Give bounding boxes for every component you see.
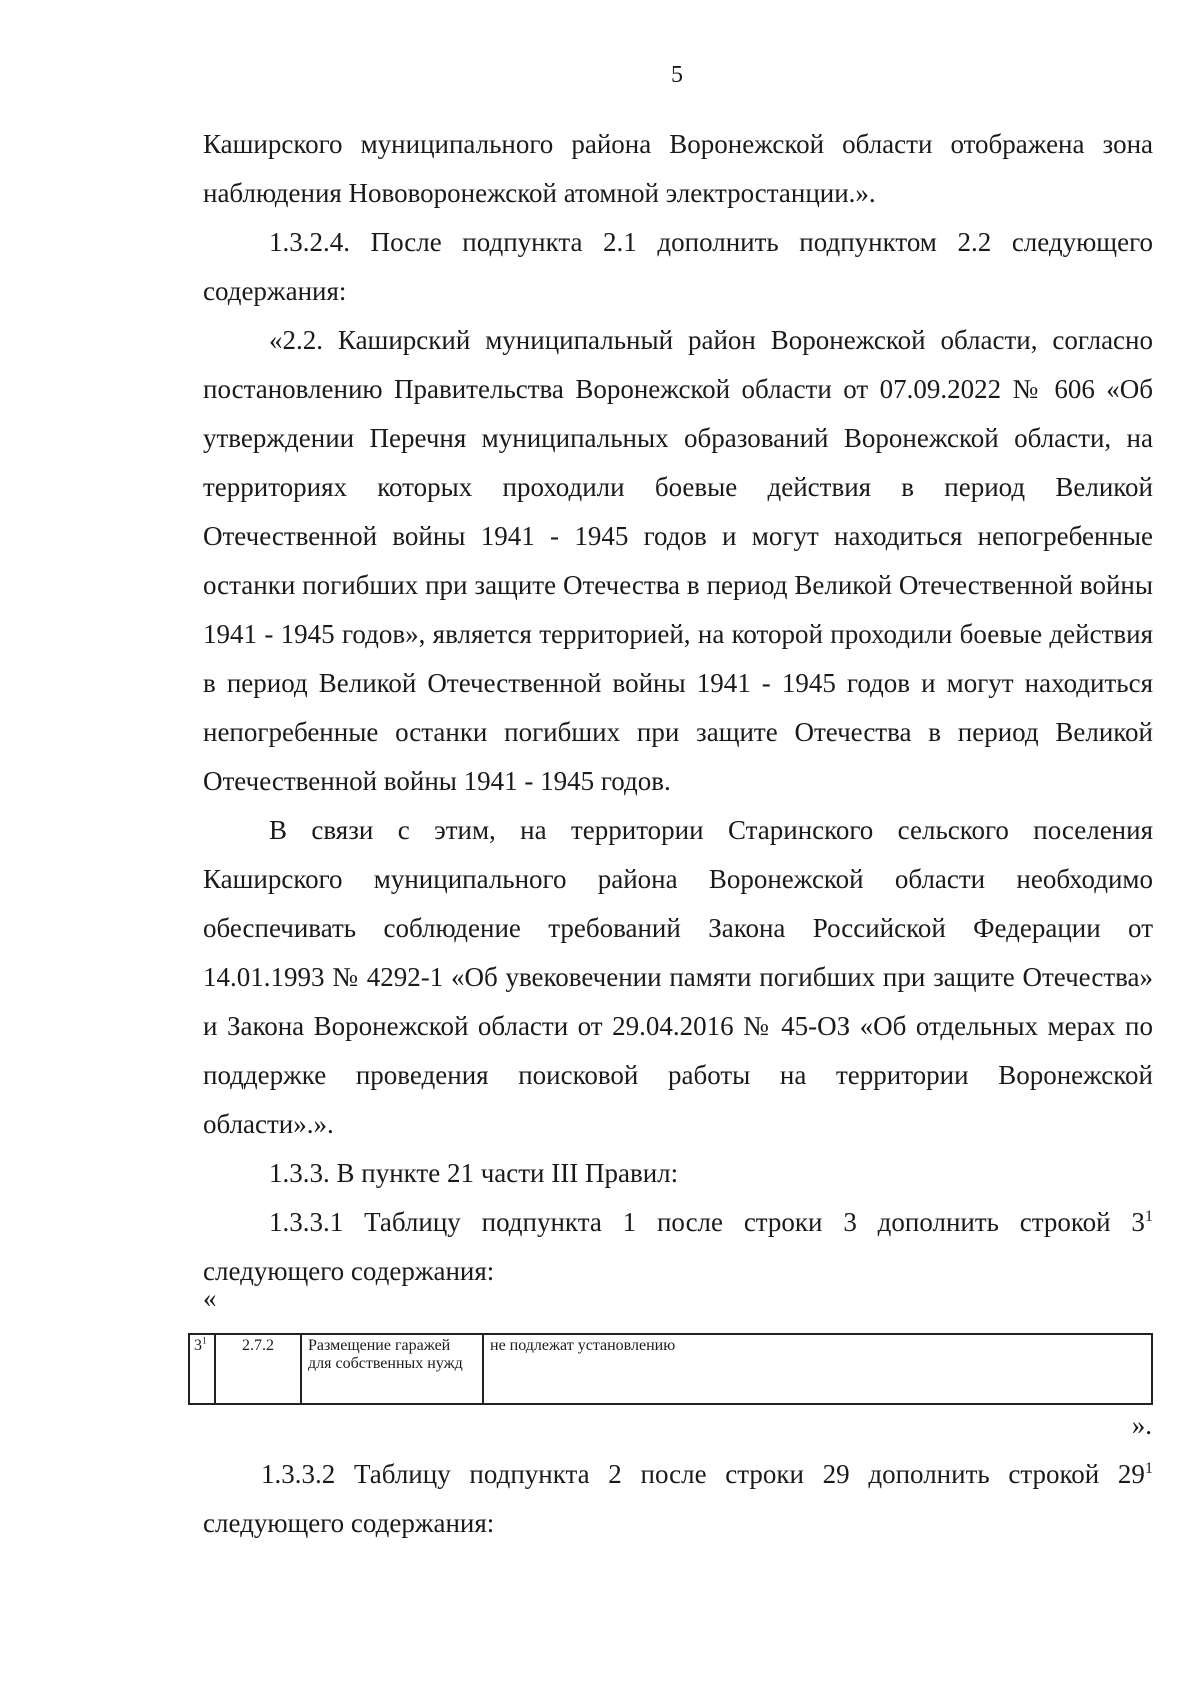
paragraph-1-3-2-4: 1.3.2.4. После подпункта 2.1 дополнить подпунктом 2.2 следующего содержания: [203, 227, 1153, 306]
superscript: 1 [1144, 1207, 1153, 1225]
paragraph-1-3-3-1-text: 1.3.3.1 Таблицу подпункта 1 после строки 3 дополнить строкой 3 [269, 1207, 1145, 1237]
paragraph-in-connection: В связи с этим, на территории Старинского сельского поселения Каширского муниципального района Воронежской области необходимо обеспечивать соблюдение требований Закона Российской Федерации от 14.01.1993 № 4292-1 «Об увековечении памяти погибших при защите Отечества» и Закона Воронежской области от 29.04.2016 № 45-ОЗ «Об отдельных мерах по поддержке проведения поисковой работы на территории Воронежской области».». [203, 815, 1153, 1139]
paragraph-1-3-3-2-tail: следующего содержания: [203, 1508, 495, 1538]
paragraph-1-3-3: 1.3.3. В пункте 21 части III Правил: [269, 1158, 679, 1188]
paragraph-continuation: Каширского муниципального района Воронежской области отображена зона наблюдения Нововоронежской атомной электростанции.». [203, 129, 1153, 208]
row-number: 3 [194, 1337, 202, 1354]
table-cell-value: не подлежат установлению [483, 1334, 1152, 1404]
document-body-lower [203, 1450, 1153, 1548]
table-cell-code: 2.7.2 [215, 1334, 301, 1404]
paragraph-1-3-3-2-text: 1.3.3.2 Таблицу подпункта 2 после строки 29 дополнить строкой 29 [261, 1459, 1145, 1489]
paragraph-2-2-quote: «2.2. Каширский муниципальный район Воронежской области, согласно постановлению Правительства Воронежской области от 07.09.2022 № 606 «Об утверждении Перечня муниципальных образований Воронежской области, на территориях которых проходили боевые действия в период Великой Отечественной войны 1941 - 1945 годов и могут находиться непогребенные останки погибших при защите Отечества в период Великой Отечественной войны 1941 - 1945 годов», является территорией, на которой проходили боевые действия в период Великой Отечественной войны 1941 - 1945 годов и могут находиться непогребенные останки погибших при защите Отечества в период Великой Отечественной войны 1941 - 1945 годов. [203, 325, 1153, 796]
table-row [189, 1334, 1152, 1404]
close-quote: ». [1131, 1410, 1152, 1440]
row-number-sup: 1 [202, 1335, 207, 1347]
insert-table [188, 1333, 1153, 1405]
superscript: 1 [1144, 1459, 1153, 1477]
paragraph-1-3-3-1-tail: следующего содержания: [203, 1256, 495, 1286]
paragraph-1-3-3-1 [203, 1198, 1153, 1296]
table-cell-num [189, 1334, 215, 1404]
page-number: 5 [671, 62, 683, 88]
document-body [203, 120, 1153, 1296]
table-cell-name: Размещение гаражей для собственных нужд [301, 1334, 483, 1404]
open-quote: « [203, 1283, 217, 1313]
paragraph-1-3-3-2 [203, 1450, 1153, 1548]
